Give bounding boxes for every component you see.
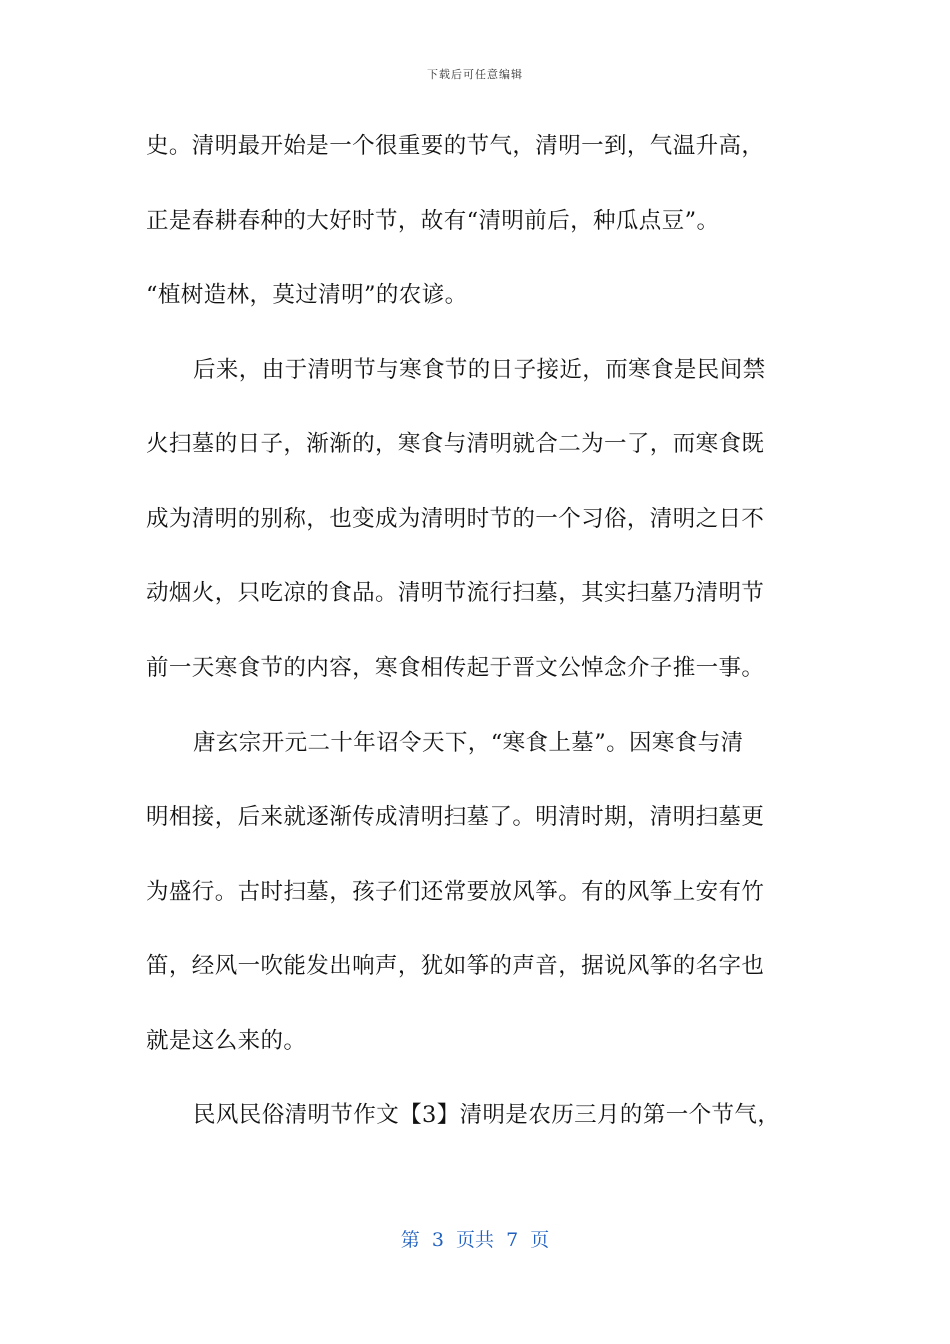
text-line: 成为清明的别称，也变成为清明时节的一个习俗，清明之日不 [146,506,765,532]
text-line: 火扫墓的日子，渐渐的，寒食与清明就合二为一了，而寒食既 [146,431,765,457]
paragraph-first-line: 后来，由于清明节与寒食节的日子接近，而寒食是民间禁 [193,357,766,383]
text-line: 史。清明最开始是一个很重要的节气，清明一到，气温升高， [146,133,765,159]
text-line: 笛，经风一吹能发出响声，犹如筝的声音，据说风筝的名字也 [146,953,765,979]
paragraph-first-line: 民风民俗清明节作文【3】清明是农历三月的第一个节气， [193,1102,781,1128]
text-line: 前一天寒食节的内容，寒食相传起于晋文公悼念介子推一事。 [146,655,765,681]
text-line: 为盛行。古时扫墓，孩子们还常要放风筝。有的风筝上安有竹 [146,879,765,905]
text-line: 正是春耕春种的大好时节，故有“清明前后，种瓜点豆”。 [146,208,720,234]
text-line: 动烟火，只吃凉的食品。清明节流行扫墓，其实扫墓乃清明节 [146,580,765,606]
page-number-footer: 第 3 页共 7 页 [400,1229,550,1251]
page-header: 下载后可任意编辑 [427,68,523,81]
text-line: 就是这么来的。 [146,1028,307,1054]
paragraph-first-line: 唐玄宗开元二十年诏令天下，“寒食上墓”。因寒食与清 [193,730,744,756]
text-line: “植树造林，莫过清明”的农谚。 [146,282,468,308]
text-line: 明相接，后来就逐渐传成清明扫墓了。明清时期，清明扫墓更 [146,804,765,830]
